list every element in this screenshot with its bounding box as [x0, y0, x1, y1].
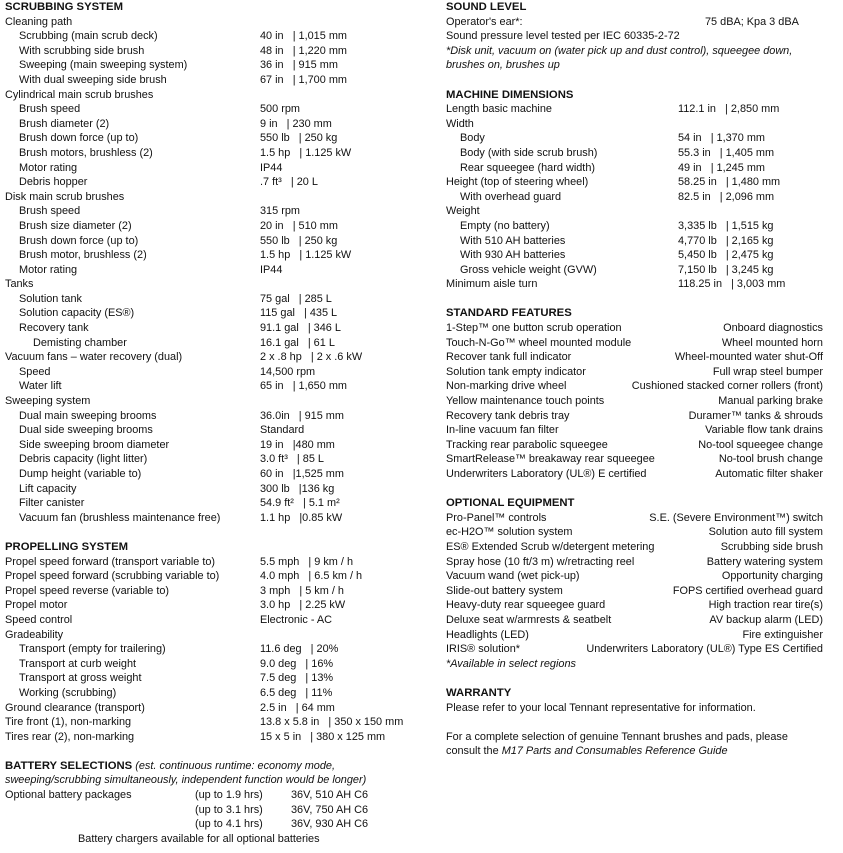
standard-feature-row — [446, 409, 826, 424]
parts-note-line2 — [446, 744, 826, 759]
propelling-spec-row — [5, 628, 430, 643]
feature-left: Deluxe seat w/armrests & seatbelt — [446, 613, 612, 626]
battery-heading-row — [5, 759, 430, 774]
operator-ear-row — [446, 15, 826, 30]
spec-label: With 930 AH batteries — [460, 249, 566, 262]
battery-package-row — [5, 817, 430, 832]
spec-value: 9.0 deg | 16% — [260, 657, 334, 670]
battery-package-row — [5, 788, 430, 803]
spec-label: Solution capacity (ES®) — [19, 307, 135, 320]
spec-value: 300 lb |136 kg — [260, 482, 335, 495]
optional-equipment-heading: OPTIONAL EQUIPMENT — [446, 497, 575, 510]
spec-value: 9 in | 230 mm — [260, 117, 332, 130]
battery-packages-label: Optional battery packages — [5, 789, 132, 802]
spec-label: Empty (no battery) — [460, 219, 550, 232]
battery-package-row — [5, 803, 430, 818]
propelling-spec-row — [5, 642, 430, 657]
standard-feature-row — [446, 438, 826, 453]
spec-label: Lift capacity — [19, 482, 77, 495]
spec-label: Propel speed forward (transport variable to) — [5, 555, 216, 568]
dimension-spec-row — [446, 190, 826, 205]
spec-label: Brush speed — [19, 205, 81, 218]
optional-equipment-row — [446, 584, 826, 599]
spec-value: 15 x 5 in | 380 x 125 mm — [260, 730, 386, 743]
scrubbing-spec-row — [5, 146, 430, 161]
feature-right: Onboard diagnostics — [723, 322, 823, 335]
dimension-spec-row — [446, 248, 826, 263]
optional-equipment-row — [446, 511, 826, 526]
operator-ear-value: 75 dBA; Kpa 3 dBA — [705, 15, 799, 28]
propelling-system-list — [5, 555, 430, 745]
feature-right: Fire extinguisher — [742, 628, 823, 641]
scrubbing-spec-row — [5, 467, 430, 482]
spec-label: With 510 AH batteries — [460, 234, 566, 247]
dimension-spec-row — [446, 117, 826, 132]
machine-dimensions-list — [446, 102, 826, 292]
spec-label: Brush motors, brushless (2) — [19, 146, 153, 159]
spec-value: 40 in | 1,015 mm — [260, 30, 347, 43]
standard-feature-row — [446, 467, 826, 482]
scrubbing-spec-row — [5, 161, 430, 176]
spec-label: With overhead guard — [460, 190, 562, 203]
spec-value: 500 rpm — [260, 103, 300, 116]
spec-label: Recovery tank — [19, 322, 89, 335]
spec-value: 19 in |480 mm — [260, 438, 335, 451]
propelling-spec-row — [5, 613, 430, 628]
spec-value: 11.6 deg | 20% — [260, 643, 339, 656]
optional-equipment-row — [446, 598, 826, 613]
feature-right: No-tool brush change — [718, 453, 823, 466]
spec-label: Motor rating — [19, 263, 78, 276]
dimension-spec-row — [446, 234, 826, 249]
propelling-spec-row — [5, 715, 430, 730]
propelling-spec-row — [5, 671, 430, 686]
warranty-heading: WARRANTY — [446, 686, 512, 699]
spec-value: 82.5 in | 2,096 mm — [678, 190, 775, 203]
feature-left: Spray hose (10 ft/3 m) w/retracting reel — [446, 555, 635, 568]
spec-label: Debris capacity (light litter) — [19, 453, 148, 466]
feature-left: SmartRelease™ breakaway rear squeegee — [446, 453, 655, 466]
spec-label: Tires rear (2), non-marking — [5, 730, 135, 743]
feature-right: Automatic filter shaker — [715, 468, 823, 480]
spec-label: Working (scrubbing) — [19, 686, 117, 699]
battery-runtime: (up to 4.1 hrs) — [195, 818, 263, 831]
spec-value: 67 in | 1,700 mm — [260, 73, 347, 86]
spec-label: Vacuum fans – water recovery (dual) — [5, 351, 183, 364]
spec-value: 112.1 in | 2,850 mm — [678, 103, 780, 116]
scrubbing-spec-row — [5, 292, 430, 307]
parts-guide-title: M17 Parts and Consumables Reference Guide — [501, 745, 728, 758]
spec-value: Electronic - AC — [260, 613, 333, 626]
feature-right: AV backup alarm (LED) — [709, 613, 823, 626]
feature-right: No-tool squeegee change — [698, 438, 823, 451]
feature-right: Full wrap steel bumper — [712, 365, 823, 378]
spec-label: Gradeability — [5, 628, 64, 641]
spec-label: Cylindrical main scrub brushes — [5, 88, 154, 101]
spec-value: 6.5 deg | 11% — [260, 686, 333, 699]
feature-left: Pro-Panel™ controls — [446, 511, 547, 524]
spec-label: Speed control — [5, 613, 73, 626]
spec-label: Ground clearance (transport) — [5, 701, 145, 714]
spec-value: 20 in | 510 mm — [260, 219, 338, 232]
scrubbing-spec-row — [5, 204, 430, 219]
battery-spec: 36V, 510 AH C6 — [291, 789, 369, 802]
feature-left: Touch-N-Go™ wheel mounted module — [446, 336, 632, 349]
optional-equipment-row — [446, 642, 826, 657]
scrubbing-spec-row — [5, 219, 430, 234]
feature-left: Solution tank empty indicator — [446, 365, 586, 378]
scrubbing-spec-row — [5, 58, 430, 73]
spec-value: 49 in | 1,245 mm — [678, 161, 765, 174]
standard-feature-row — [446, 423, 826, 438]
optional-equipment-row — [446, 613, 826, 628]
spec-value: 2 x .8 hp | 2 x .6 kW — [260, 351, 363, 364]
spec-value: 1.5 hp | 1.125 kW — [260, 249, 352, 262]
spec-value: 5.5 mph | 9 km / h — [260, 555, 354, 568]
right-column — [446, 0, 826, 759]
feature-right: Wheel-mounted water shut-Off — [674, 351, 823, 364]
spec-value: 550 lb | 250 kg — [260, 132, 338, 145]
spec-value: 65 in | 1,650 mm — [260, 380, 347, 393]
spec-label: Dual main sweeping brooms — [19, 409, 157, 422]
feature-left: Headlights (LED) — [446, 628, 529, 641]
scrubbing-spec-row — [5, 44, 430, 59]
standard-feature-row — [446, 365, 826, 380]
spec-label: With scrubbing side brush — [19, 44, 145, 57]
scrubbing-spec-row — [5, 394, 430, 409]
spec-label: Brush size diameter (2) — [19, 219, 132, 232]
battery-spec: 36V, 750 AH C6 — [291, 803, 369, 816]
propelling-system-heading: PROPELLING SYSTEM — [5, 540, 129, 553]
feature-left: ec-H2O™ solution system — [446, 526, 573, 539]
scrubbing-spec-row — [5, 117, 430, 132]
spec-value: 3.0 hp | 2.25 kW — [260, 599, 346, 612]
dimension-spec-row — [446, 204, 826, 219]
spec-value: 315 rpm — [260, 205, 300, 218]
optional-equipment-note: *Available in select regions — [446, 657, 576, 670]
feature-left: Slide-out battery system — [446, 584, 563, 597]
feature-left: ES® Extended Scrub w/detergent metering — [446, 540, 655, 553]
warranty-text: Please refer to your local Tennant representative for information. — [446, 701, 756, 714]
feature-left: Recover tank full indicator — [446, 351, 572, 364]
spec-label: Brush down force (up to) — [19, 132, 139, 145]
spec-value: 115 gal | 435 L — [260, 307, 338, 320]
battery-runtime: (up to 1.9 hrs) — [195, 789, 263, 802]
scrubbing-spec-row — [5, 306, 430, 321]
scrubbing-system-list — [5, 15, 430, 526]
spec-value: 13.8 x 5.8 in | 350 x 150 mm — [260, 716, 404, 729]
spec-label: Vacuum fan (brushless maintenance free) — [19, 511, 221, 524]
scrubbing-spec-row — [5, 511, 430, 526]
standard-feature-row — [446, 350, 826, 365]
left-column — [5, 0, 430, 846]
spec-label: Water lift — [19, 380, 62, 393]
spec-label: Brush motor, brushless (2) — [19, 249, 147, 262]
spec-label: Weight — [446, 205, 480, 218]
standard-features-list — [446, 321, 826, 482]
scrubbing-spec-row — [5, 29, 430, 44]
sound-standard: Sound pressure level tested per IEC 60335-2-72 — [446, 30, 680, 43]
parts-note-line1: For a complete selection of genuine Tennant brushes and pads, please — [446, 730, 788, 743]
feature-left: IRIS® solution* — [446, 643, 521, 656]
dimension-spec-row — [446, 146, 826, 161]
feature-left: 1-Step™ one button scrub operation — [446, 322, 622, 335]
feature-right: High traction rear tire(s) — [708, 599, 823, 612]
spec-value: 54.9 ft² | 5.1 m² — [260, 497, 340, 510]
propelling-spec-row — [5, 584, 430, 599]
spec-value: 55.3 in | 1,405 mm — [678, 146, 775, 159]
spec-label: Brush down force (up to) — [19, 234, 139, 247]
spec-value: 5,450 lb | 2,475 kg — [678, 249, 774, 262]
feature-left: Yellow maintenance touch points — [446, 395, 605, 408]
scrubbing-spec-row — [5, 496, 430, 511]
propelling-spec-row — [5, 730, 430, 745]
spec-label: Propel speed forward (scrubbing variable to) — [5, 570, 220, 583]
scrubbing-spec-row — [5, 336, 430, 351]
spec-label: Filter canister — [19, 497, 85, 510]
feature-right: Underwriters Laboratory (UL®) Type ES Certified — [586, 643, 823, 656]
spec-label: Body (with side scrub brush) — [460, 146, 598, 159]
optional-equipment-row — [446, 555, 826, 570]
propelling-spec-row — [5, 657, 430, 672]
spec-label: Solution tank — [19, 292, 82, 305]
standard-feature-row — [446, 394, 826, 409]
machine-dimensions-heading: MACHINE DIMENSIONS — [446, 88, 574, 101]
battery-selections-heading: BATTERY SELECTIONS — [5, 759, 133, 772]
feature-right: Battery watering system — [706, 555, 823, 568]
spec-value: 3.0 ft³ | 85 L — [260, 453, 324, 466]
operator-ear-label: Operator's ear*: — [446, 15, 523, 28]
spec-value: 36 in | 915 mm — [260, 59, 338, 72]
spec-value: 4.0 mph | 6.5 km / h — [260, 570, 363, 583]
spec-label: Motor rating — [19, 161, 78, 174]
battery-packages-list — [5, 788, 430, 832]
feature-left: Recovery tank debris tray — [446, 409, 570, 422]
propelling-spec-row — [5, 701, 430, 716]
spec-value: 36.0in | 915 mm — [260, 409, 344, 422]
feature-right: Cushioned stacked corner rollers (front) — [631, 380, 823, 393]
optional-equipment-row — [446, 540, 826, 555]
spec-value: 16.1 gal | 61 L — [260, 336, 335, 349]
spec-label: Sweeping (main sweeping system) — [19, 59, 188, 72]
optional-equipment-row — [446, 628, 826, 643]
spec-label: Length basic machine — [446, 103, 552, 116]
spec-label: Dual side sweeping brooms — [19, 424, 153, 437]
spec-value: Standard — [260, 424, 305, 437]
scrubbing-spec-row — [5, 131, 430, 146]
battery-note-line2: sweeping/scrubbing simultaneously, independent function would be longer) — [5, 774, 367, 787]
feature-left: Heavy-duty rear squeegee guard — [446, 599, 606, 612]
feature-right: Scrubbing side brush — [720, 540, 823, 553]
dimension-spec-row — [446, 219, 826, 234]
spec-label: Side sweeping broom diameter — [19, 438, 170, 451]
scrubbing-spec-row — [5, 175, 430, 190]
scrubbing-spec-row — [5, 409, 430, 424]
scrubbing-system-heading: SCRUBBING SYSTEM — [5, 1, 123, 13]
spec-value: 91.1 gal | 346 L — [260, 322, 341, 335]
spec-label: Minimum aisle turn — [446, 278, 538, 291]
propelling-spec-row — [5, 598, 430, 613]
spec-label: Transport (empty for trailering) — [19, 643, 166, 656]
scrubbing-spec-row — [5, 263, 430, 278]
spec-label: Debris hopper — [19, 176, 88, 189]
scrubbing-spec-row — [5, 379, 430, 394]
spec-label: Rear squeegee (hard width) — [460, 161, 596, 174]
scrubbing-spec-row — [5, 88, 430, 103]
spec-label: With dual sweeping side brush — [19, 73, 167, 86]
spec-value: 1.5 hp | 1.125 kW — [260, 146, 352, 159]
feature-right: Duramer™ tanks & shrouds — [688, 409, 823, 422]
spec-value: 60 in |1,525 mm — [260, 468, 344, 480]
standard-feature-row — [446, 379, 826, 394]
propelling-spec-row — [5, 555, 430, 570]
spec-label: Disk main scrub brushes — [5, 190, 125, 203]
scrubbing-spec-row — [5, 321, 430, 336]
optional-equipment-list — [446, 511, 826, 657]
spec-label: Brush speed — [19, 103, 81, 116]
spec-label: Cleaning path — [5, 15, 73, 28]
spec-label: Tanks — [5, 278, 34, 291]
sound-note-line1: *Disk unit, vacuum on (water pick up and dust control), squeegee down, — [446, 44, 793, 57]
feature-right: Manual parking brake — [718, 395, 823, 408]
spec-label: Body — [460, 132, 485, 145]
feature-right: Opportunity charging — [721, 570, 823, 583]
dimension-spec-row — [446, 175, 826, 190]
standard-feature-row — [446, 321, 826, 336]
dimension-spec-row — [446, 263, 826, 278]
feature-left: Tracking rear parabolic squeegee — [446, 438, 608, 451]
scrubbing-spec-row — [5, 248, 430, 263]
standard-feature-row — [446, 452, 826, 467]
scrubbing-spec-row — [5, 277, 430, 292]
spec-value: 1.1 hp |0.85 kW — [260, 511, 343, 524]
battery-note-line1: (est. continuous runtime: economy mode, — [132, 759, 336, 772]
feature-left: In-line vacuum fan filter — [446, 424, 559, 437]
feature-right: S.E. (Severe Environment™) switch — [649, 511, 823, 524]
scrubbing-spec-row — [5, 102, 430, 117]
dimension-spec-row — [446, 102, 826, 117]
battery-spec: 36V, 930 AH C6 — [291, 818, 369, 831]
feature-right: FOPS certified overhead guard — [672, 584, 823, 597]
sound-level-heading: SOUND LEVEL — [446, 1, 527, 13]
optional-equipment-row — [446, 525, 826, 540]
feature-right: Solution auto fill system — [708, 526, 823, 539]
spec-label: Dump height (variable to) — [19, 468, 142, 480]
feature-right: Variable flow tank drains — [705, 424, 823, 437]
spec-value: 4,770 lb | 2,165 kg — [678, 234, 774, 247]
propelling-spec-row — [5, 569, 430, 584]
spec-value: 48 in | 1,220 mm — [260, 44, 347, 57]
dimension-spec-row — [446, 131, 826, 146]
feature-right: Wheel mounted horn — [721, 336, 823, 349]
feature-left: Vacuum wand (wet pick-up) — [446, 570, 580, 583]
spec-value: 2.5 in | 64 mm — [260, 701, 335, 714]
scrubbing-spec-row — [5, 438, 430, 453]
scrubbing-spec-row — [5, 423, 430, 438]
spec-value: .7 ft³ | 20 L — [260, 176, 318, 189]
battery-runtime: (up to 3.1 hrs) — [195, 803, 263, 816]
spec-value: 58.25 in | 1,480 mm — [678, 176, 781, 189]
spec-value: 118.25 in | 3,003 mm — [678, 278, 786, 291]
spec-value: IP44 — [260, 263, 283, 276]
spec-label: Tire front (1), non-marking — [5, 716, 132, 729]
scrubbing-spec-row — [5, 73, 430, 88]
scrubbing-spec-row — [5, 482, 430, 497]
spec-value: 3,335 lb | 1,515 kg — [678, 219, 774, 232]
dimension-spec-row — [446, 277, 826, 292]
spec-label: Brush diameter (2) — [19, 117, 110, 130]
spec-label: Demisting chamber — [33, 336, 127, 349]
propelling-spec-row — [5, 686, 430, 701]
spec-value: 7.5 deg | 13% — [260, 672, 334, 685]
scrubbing-spec-row — [5, 15, 430, 30]
parts-note-prefix: consult the — [446, 745, 502, 758]
spec-label: Sweeping system — [5, 395, 91, 408]
standard-feature-row — [446, 336, 826, 351]
spec-value: 7,150 lb | 3,245 kg — [678, 263, 774, 276]
spec-label: Propel motor — [5, 599, 68, 612]
scrubbing-spec-row — [5, 365, 430, 380]
spec-value: 14,500 rpm — [260, 365, 316, 378]
scrubbing-spec-row — [5, 190, 430, 205]
spec-label: Transport at curb weight — [19, 657, 137, 670]
standard-features-heading: STANDARD FEATURES — [446, 307, 572, 320]
feature-left: Non-marking drive wheel — [446, 380, 567, 393]
feature-left: Underwriters Laboratory (UL®) E certified — [446, 468, 647, 480]
dimension-spec-row — [446, 161, 826, 176]
spec-value: 3 mph | 5 km / h — [260, 584, 344, 597]
spec-label: Width — [446, 117, 474, 130]
spec-label: Height (top of steering wheel) — [446, 176, 589, 189]
spec-label: Transport at gross weight — [19, 672, 142, 685]
spec-value: 75 gal | 285 L — [260, 292, 332, 305]
optional-equipment-row — [446, 569, 826, 584]
scrubbing-spec-row — [5, 350, 430, 365]
spec-value: 550 lb | 250 kg — [260, 234, 338, 247]
scrubbing-spec-row — [5, 452, 430, 467]
scrubbing-spec-row — [5, 234, 430, 249]
spec-label: Gross vehicle weight (GVW) — [460, 263, 597, 276]
sound-note-line2: brushes on, brushes up — [446, 59, 560, 72]
spec-label: Speed — [19, 365, 51, 378]
spec-value: IP44 — [260, 161, 283, 174]
spec-label: Scrubbing (main scrub deck) — [19, 30, 158, 43]
spec-value: 54 in | 1,370 mm — [678, 132, 765, 145]
spec-label: Propel speed reverse (variable to) — [5, 584, 170, 597]
battery-chargers-note: Battery chargers available for all optional batteries — [78, 832, 320, 845]
